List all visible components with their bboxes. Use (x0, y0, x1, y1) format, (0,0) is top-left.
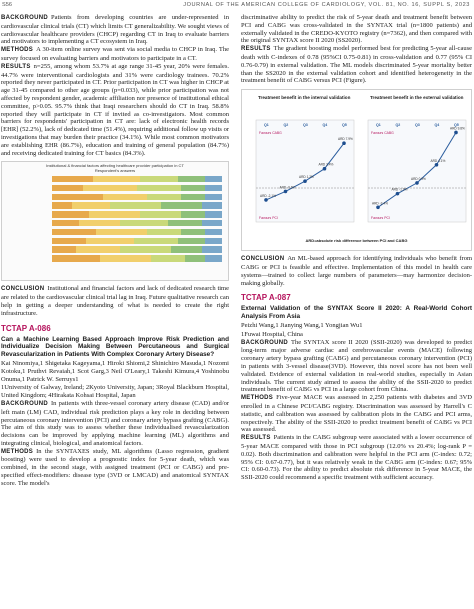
section-heading: BACKGROUND (1, 400, 48, 407)
survey-bar-segment (96, 229, 147, 236)
chart-annotation: Favours CABG (259, 131, 282, 136)
paragraph-text: Patients in the CABG subgroup were associated with a lower occurrence of 5-year MACE compared with those in PCI subgroup (12.0% vs 20.4%; log-rank P = 0.02). Both discrimination and calibration were helpful in the PCI arm (C-index: 0.72; 95% CI: 0.67-0.77), but it was relatively weak in the CABG arm (C-index: 0.67; 95% CI: 0.60-0.73). For the ability to predict absolute risk difference in 5-year MACE, the SSII-2020 could recommend a specific treatment with sufficient accuracy. (241, 434, 472, 482)
survey-bar-segment (110, 202, 161, 209)
survey-bar-segment (205, 211, 222, 218)
left-column (1, 14, 229, 488)
affiliations: 1Fuwai Hospital, China (241, 330, 303, 338)
survey-bar-segment (72, 202, 109, 209)
chart-quantile-label: Q1 (376, 123, 381, 128)
paragraph-text: In patients with three-vessel coronary artery disease (CAD) and/or left main (LM) CAD, individual risk prediction plays a key role in deciding between percutaneous coronary intervention (PCI) and coronary artery bypass grafting (CABG). The aim of this study was to assess whether these individualised revascularization decisions can be improved by applying machine learning (ML) algorithms and integrating clinical, biological, and anatomical factors. (1, 399, 229, 447)
results-paragraph (241, 45, 472, 85)
paragraph-text: In the SYNTAXES study, ML algorithms (Lasso regression, gradient boosting) were used to develop a prognostic index for 5-year death, which was combined, in the second stage, with assigned treatment (PCI or CABG) and pre-specified effect-modifiers: disease type (3VD or LMCAD) and anatomical SYNTAX score. The model's (1, 447, 229, 487)
section-heading: RESULTS (241, 435, 271, 442)
survey-bar-segment (202, 246, 222, 253)
survey-bar-segment (147, 194, 181, 201)
survey-bar-segment (205, 255, 222, 262)
paragraph (241, 45, 472, 85)
survey-bar-segment (79, 220, 120, 227)
abstract-1-conclusion (1, 285, 229, 317)
paragraph (1, 14, 229, 46)
section-heading: BACKGROUND (1, 15, 48, 21)
chart-point (284, 190, 288, 194)
survey-bar-segment (178, 176, 205, 183)
chart-point (376, 206, 380, 210)
survey-bar-segment (52, 194, 103, 201)
chart-point-label: ARD -2.1% (260, 194, 276, 199)
survey-bar-segment (202, 202, 222, 209)
chart-point-label: ARD 1.2% (299, 175, 314, 180)
survey-bar-row (8, 193, 222, 201)
survey-bar-row (8, 219, 222, 227)
survey-bar-row (8, 246, 222, 254)
survey-bar-segment (205, 229, 222, 236)
treatment-benefit-figure (241, 89, 472, 251)
survey-bar-segment (120, 246, 171, 253)
survey-bar-segment (86, 238, 134, 245)
treatment-benefit-chart (242, 90, 473, 252)
section-heading: BACKGROUND (241, 339, 288, 346)
survey-bar-segment (93, 176, 141, 183)
paragraph (1, 285, 229, 317)
survey-bar-row (8, 202, 222, 210)
author-list: Peizhi Wang,1 Jianying Wang,1 Yongjian Wu1 (241, 321, 363, 329)
chart-point (342, 142, 346, 146)
survey-bar-segment (52, 220, 79, 227)
section-heading: METHODS (241, 395, 274, 402)
survey-bar-segment (205, 176, 222, 183)
paragraph (241, 394, 472, 434)
abstract-title: Can a Machine Learning Based Approach Improve Risk Prediction and Individualize Decision Making Between Percutaneous and Surgical Revascularization in Patients With Complex Coronary Artery Disease? (1, 335, 229, 359)
abstract-code: TCTAP A-087 (241, 293, 291, 303)
chart-point (323, 167, 327, 171)
chart-panel-frame (256, 120, 354, 222)
chart-point (415, 181, 419, 185)
chart-panel-frame (368, 120, 466, 222)
paragraph (241, 255, 472, 287)
survey-bar-segment (52, 176, 93, 183)
survey-bar-segment (137, 185, 181, 192)
survey-bar-segment (140, 176, 177, 183)
abstract-1 (1, 14, 229, 157)
paragraph-text: The SYNTAX score II 2020 (SSII-2020) was developed to predict long-term major adverse cardiac and cerebrovascular events (MACE) following coronary artery bypass grafting (CABG) and percutaneous coronary intervention (PCI) in patients with 3-vessel disease(3VD). However, this novel score has not been well validated. Evidence of external validation in real-world studies, especially in Asian individuals. The current study aimed to assess the ability of the SSII-2020 to predict treatment benefit of CABG vs PCI in a large cohort from China. (241, 338, 472, 394)
running-header (0, 0, 474, 12)
chart-point-label: ARD -1.0% (391, 187, 408, 192)
survey-bar-segment (205, 238, 222, 245)
chart-point-label: ARD -3.4% (372, 201, 388, 206)
right-column (241, 14, 472, 482)
chart-point (264, 198, 268, 202)
chart-point-label: ARD 9.8% (450, 126, 465, 131)
chart-point-label: ARD 7.9% (338, 137, 353, 142)
survey-bar-segment (205, 194, 222, 201)
survey-bar-segment (161, 202, 202, 209)
survey-bar-segment (202, 220, 222, 227)
chart-annotation: Favours PCI (371, 216, 390, 221)
chart-quantile-label: Q2 (283, 123, 289, 128)
paragraph (1, 63, 229, 158)
chart-annotation: Favours CABG (371, 131, 394, 136)
survey-bar-segment (76, 246, 120, 253)
chart-quantile-label: Q4 (322, 123, 328, 128)
chart-point (435, 163, 439, 167)
abstract-2-body (1, 400, 229, 488)
survey-bar-segment (140, 211, 181, 218)
survey-figure-title-line: Respondent's answers (94, 167, 136, 173)
chart-annotation: Favours PCI (259, 216, 278, 221)
survey-figure (1, 161, 229, 281)
survey-bar-segment (52, 238, 86, 245)
survey-bar-segment (181, 194, 205, 201)
survey-bar-segment (52, 211, 89, 218)
paragraph-text: The gradient boosting model performed best for predicting 5-year all-cause death with C-indexes of 0.78 (95%CI 0.75-0.81) in cross-validation and 0.77 (95% CI 0.76-0.79) in external validation. The ML models discriminated 5-year mortality better than the SS2020 in the external validation cohort and identified heterogeneity in the treatment benefit of CABG versus PCI (Figure). (241, 45, 472, 85)
survey-bar-segment (181, 229, 205, 236)
affiliations: 1University of Galway, Ireland; 2Kyoto University, Japan; 3Royal Blackburn Hospital, United Kingdom; 4Hirakata Kohsai Hospital, Japan (1, 384, 229, 400)
page-number: S56 (2, 2, 12, 8)
paragraph (1, 46, 229, 63)
survey-bar-row (8, 237, 222, 245)
chart-quantile-label: Q5 (454, 123, 459, 128)
chart-quantile-label: Q3 (415, 123, 420, 128)
chart-point (396, 192, 400, 196)
survey-bar-segment (147, 229, 181, 236)
section-heading: METHODS (1, 448, 34, 455)
section-heading: RESULTS (1, 63, 31, 70)
survey-bar-segment (178, 238, 205, 245)
abstract-code: TCTAP A-086 (1, 323, 51, 333)
survey-bar-segment (171, 246, 202, 253)
continued-text: discriminative ability to predict the risk of 5-year death and treatment benefit between PCI and CABG was cross-validated in the SYNTAX trial (n=1800 patients) and externally validated in the CREDO-KYOTO registry (n=7362), and then compared with the original SYNTAX score II 2020 (SS2020). (241, 14, 472, 45)
survey-bar-row (8, 211, 222, 219)
survey-bar-segment (83, 185, 137, 192)
survey-bar-segment (103, 194, 147, 201)
chart-point (303, 180, 307, 184)
chart-point-label: ARD -0.6% (279, 185, 296, 190)
author-list: Kai Ninomiya,1 Shigetaka Kageyama,1 Hiroki Shiomi,2 Shinichiro Masuda,1 Nozomi Kotoku,1 Pruthvi Revaiah,1 Scot Garg,3 Neil O'Leary,1 Takeshi Kimura,4 Yoshinobu Onuma,1 Patrick W. Serruys1 (1, 359, 229, 383)
survey-bar-segment (52, 229, 96, 236)
paragraph-text: A 30-item online survey was sent via social media to CHCP in Iraq. The survey focused on evaluating barriers and motivators to participate in a CT. (1, 46, 229, 62)
survey-bar-segment (52, 255, 100, 262)
survey-bar-segment (185, 255, 205, 262)
conclusion-paragraph (241, 255, 472, 287)
chart-point-label: ARD 0.9% (411, 177, 426, 182)
survey-bar-segment (134, 238, 178, 245)
section-heading: RESULTS (241, 46, 271, 53)
abstract-3-body (241, 339, 472, 482)
survey-bar-row (8, 255, 222, 263)
survey-bar-segment (89, 211, 140, 218)
chart-title-external: Treatment benefit in the external validation (370, 95, 464, 101)
chart-quantile-label: Q2 (395, 123, 401, 128)
abstract-title: External Validation of the SYNTAX Score II 2020: A Real-World Cohort Analysis From Asia (241, 305, 472, 321)
survey-bar-segment (52, 202, 72, 209)
survey-bar-row (8, 228, 222, 236)
chart-quantile-label: Q5 (342, 123, 347, 128)
survey-bar-row (8, 175, 222, 183)
paragraph (241, 434, 472, 482)
paragraph-text: Patients from developing countries are under-represented in cardiovascular clinical trials (CT) which limits CT generalizability. We sought views of cardiovascular healthcare providers (CHCP) regarding CT in Iraq to evaluate barriers and motivators to implementing a CT ecosystem in Iraq. (1, 14, 229, 46)
paragraph-text: Institutional and financial factors and lack of dedicated research time are related to the cardiovascular clinical trial lag in Iraq. Future qualitative research can help in getting a deeper understanding of what is needed to create the right infrastructure. (1, 285, 229, 317)
chart-point-label: ARD 3.4% (318, 162, 334, 167)
survey-bar-segment (151, 255, 185, 262)
section-heading: CONCLUSION (241, 256, 285, 263)
chart-point-label: ARD 4.1% (430, 158, 446, 163)
survey-bar-segment (168, 220, 202, 227)
section-heading: METHODS (1, 47, 34, 54)
survey-bar-segment (52, 185, 83, 192)
chart-x-label: ARD=absolute risk difference between PCI and CABG (305, 238, 408, 244)
chart-quantile-label: Q4 (434, 123, 440, 128)
chart-point (454, 131, 458, 135)
survey-bar-segment (52, 246, 76, 253)
chart-quantile-label: Q1 (264, 123, 269, 128)
survey-figure-bars (8, 175, 222, 266)
survey-bar-segment (181, 211, 205, 218)
paragraph (1, 400, 229, 448)
survey-bar-segment (100, 255, 151, 262)
survey-bar-segment (205, 185, 222, 192)
paragraph (241, 339, 472, 395)
journal-title: JOURNAL OF THE AMERICAN COLLEGE OF CARDIOLOGY, VOL. 81, NO. 16, SUPPL S, 2023 (183, 2, 470, 8)
section-heading: CONCLUSION (1, 286, 45, 293)
paragraph-text: n=255, among whom 53.7% at age range 31-45 year, 20% were females. 44.7% were interventional cardiologists and 31% were cardiology trainees. 70.2% reported they never participated in CT. Prior participation in CT was higher in CHCP at age 31-45 compared to other age groups (p=0.033), while prior participation was not affected by respondent gender, academic affiliation nor presence of institutional ethical committee, p>0.05. 95.7% think that Iraqi researchers should do CT in Iraq. 58.8% reported they will participate in CT if invited as co-investigators. Most common barriers for respondents' participation in CT are: lack of electronic health records [EHR] (52.2%), lack of dedicated time (51.4%), requiring additional follow up visits or investigations that may burden their practice (34.1%). While most common motivators are establishing EHR (86.7%), education and training of general population (84.7%) and receiving dedicated training for CT basics (84.3%). (1, 62, 229, 157)
chart-quantile-label: Q3 (303, 123, 308, 128)
paragraph (1, 448, 229, 488)
survey-bar-segment (120, 220, 168, 227)
paragraph-text: An ML-based approach for identifying individuals who benefit from CABG or PCI is feasible and effective. Implementation of this model in health care systems—trained to collect large numbers of parameters—may harmonize decision-making globally. (241, 255, 472, 287)
chart-title-internal: Treatment benefit in the internal validation (258, 95, 351, 101)
survey-bar-row (8, 184, 222, 192)
paragraph-text: Five-year MACE was assessed in 2,250 patients with diabetes and 3VD enrolled in a Chinese PCI/CABG registry. Discrimination was assessed by Harrell's C statistic, and calibration was assessed by calibration plots in the CABG and PCI arms, respectively. The ability of the SSII-2020 to predict treatment benefit of CABG vs PCI was assessed. (241, 394, 472, 434)
survey-bar-segment (181, 185, 205, 192)
survey-figure-title (2, 164, 228, 173)
survey-figure-title-line: Institutional & financial factors affecting healthcare provider participation in CT (46, 163, 184, 169)
